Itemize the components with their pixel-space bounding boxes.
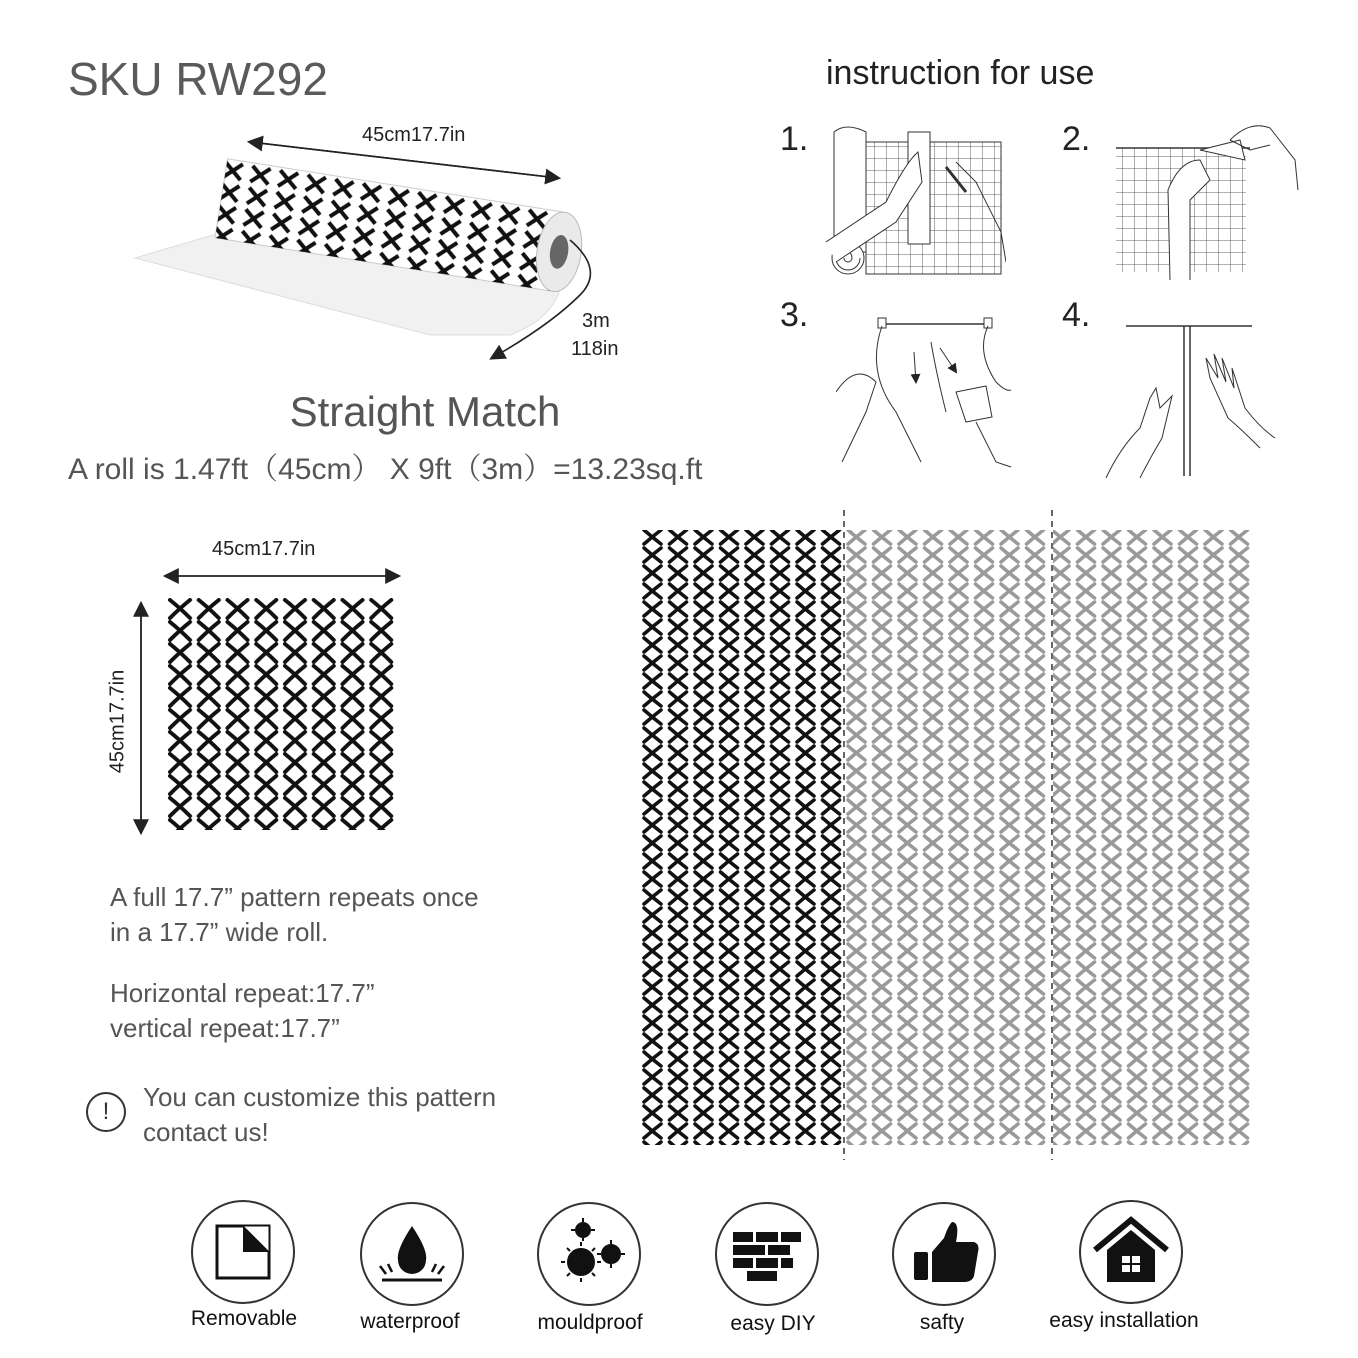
customize-line-1: You can customize this pattern <box>143 1082 497 1112</box>
repeat-line-2: in a 17.7” wide roll. <box>110 917 329 947</box>
thumbs-up-icon <box>892 1202 996 1306</box>
feature-easy-diy-label: easy DIY <box>730 1312 816 1335</box>
match-type-title: Straight Match <box>289 388 561 435</box>
step-4-illustration <box>1100 318 1280 480</box>
roll-length-m-label: 3m <box>582 310 610 332</box>
swatch-height-arrow <box>128 598 154 838</box>
instructions-title: instruction for use <box>826 54 1095 92</box>
step-2-illustration <box>1110 120 1300 280</box>
step-1-illustration <box>826 122 1006 280</box>
horizontal-repeat: Horizontal repeat:17.7” <box>110 978 375 1008</box>
swatch-width-label: 45cm17.7in <box>212 538 316 560</box>
step-3-number: 3. <box>780 296 809 334</box>
sku-title: SKU RW292 <box>68 53 328 105</box>
roll-width-label: 45cm17.7in <box>362 124 466 146</box>
peel-corner-icon <box>191 1200 295 1304</box>
repeat-values <box>110 976 374 1046</box>
swatch-width-arrow <box>160 564 405 588</box>
feature-waterproof-label: waterproof <box>360 1310 460 1333</box>
bricks-icon <box>715 1202 819 1306</box>
exclamation-icon: ! <box>86 1092 126 1132</box>
roll-illustration <box>130 120 650 370</box>
step-4-number: 4. <box>1062 296 1091 334</box>
swatch-height-label: 45cm17.7in <box>106 669 129 774</box>
pattern-swatch <box>166 598 396 830</box>
water-drop-icon <box>360 1202 464 1306</box>
roll-info: A roll is 1.47ft（45cm） X 9ft（3m）=13.23sq.ft <box>68 453 703 486</box>
roll-length-in-label: 118in <box>571 338 619 360</box>
germs-icon <box>537 1202 641 1306</box>
vertical-repeat: vertical repeat:17.7” <box>110 1013 340 1043</box>
step-1-number: 1. <box>780 120 809 158</box>
customize-line-2: contact us! <box>143 1117 269 1147</box>
house-icon <box>1079 1200 1183 1304</box>
feature-easy-installation-label: easy installation <box>1049 1309 1199 1332</box>
feature-safty-label: safty <box>919 1311 965 1334</box>
step-2-number: 2. <box>1062 120 1091 158</box>
repeat-line-1: A full 17.7” pattern repeats once <box>110 882 479 912</box>
step-3-illustration <box>836 312 1016 472</box>
repeat-description <box>110 880 479 950</box>
customize-note <box>143 1080 496 1150</box>
pattern-preview <box>640 510 1255 1160</box>
feature-removable-label: Removable <box>190 1307 298 1330</box>
feature-mouldproof-label: mouldproof <box>537 1311 643 1334</box>
